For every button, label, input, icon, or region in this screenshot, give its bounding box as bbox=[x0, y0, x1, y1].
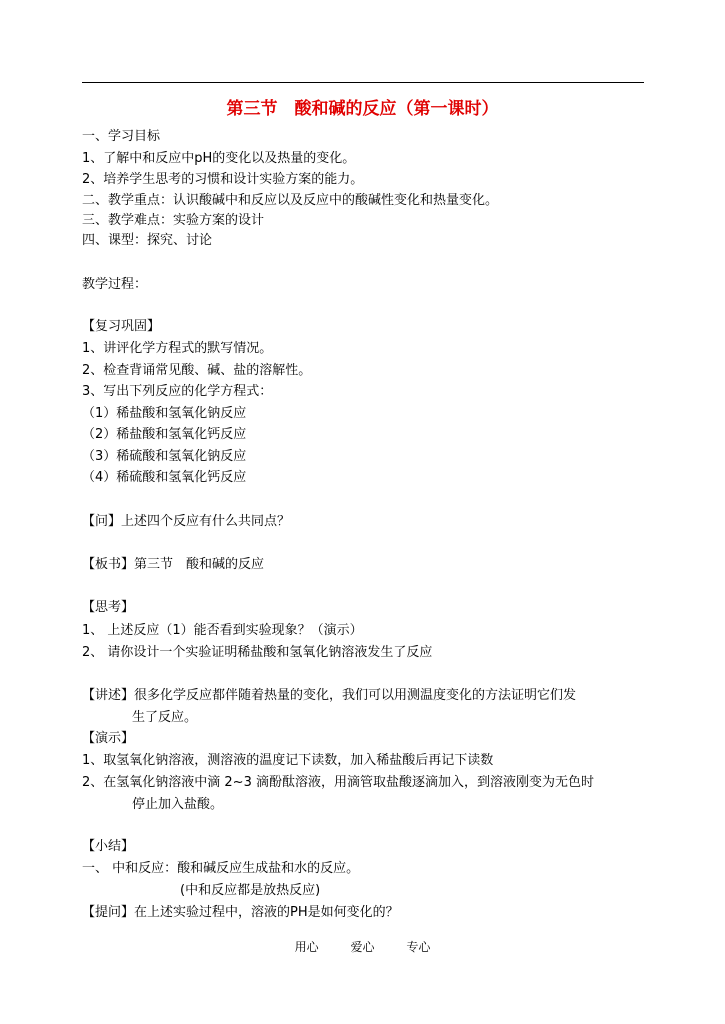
header-rule bbox=[82, 82, 644, 83]
text-line: （3）稀硫酸和氢氧化钠反应 bbox=[82, 449, 247, 464]
text-line: 三、教学难点：实验方案的设计 bbox=[82, 213, 265, 228]
text-line: 一、学习目标 bbox=[82, 129, 161, 144]
section-heading: 【小结】 bbox=[82, 839, 135, 854]
section-heading: 【复习巩固】 bbox=[82, 319, 161, 334]
text-line: 四、课型：探究、讨论 bbox=[82, 233, 213, 248]
text-line: 教学过程： bbox=[82, 277, 148, 292]
text-line: 2、检查背诵常见酸、碱、盐的溶解性。 bbox=[82, 363, 312, 378]
page-footer bbox=[0, 938, 725, 955]
text-line: 1、讲评化学方程式的默写情况。 bbox=[82, 341, 273, 356]
text-line: （4）稀硫酸和氢氧化钙反应 bbox=[82, 470, 247, 485]
text-line: （1）稀盐酸和氢氧化钠反应 bbox=[82, 406, 247, 421]
text-line: 【问】上述四个反应有什么共同点？ bbox=[82, 514, 291, 529]
page-title: 第三节 酸和碱的反应（第一课时） bbox=[226, 99, 499, 119]
text-line: 2、 请你设计一个实验证明稀盐酸和氢氧化钠溶液发生了反应 bbox=[82, 645, 433, 660]
text-line: 【提问】在上述实验过程中，溶液的PH是如何变化的？ bbox=[82, 905, 399, 920]
text-line: 2、培养学生思考的习惯和设计实验方案的能力。 bbox=[82, 172, 364, 187]
text-line: 1、了解中和反应中pH的变化以及热量的变化。 bbox=[82, 151, 356, 166]
text-line: 1、取氢氧化钠溶液，测溶液的温度记下读数，加入稀盐酸后再记下读数 bbox=[82, 753, 494, 768]
text-line: (中和反应都是放热反应) bbox=[180, 883, 321, 898]
footer-text: 爱心 bbox=[350, 940, 375, 954]
section-heading: 【思考】 bbox=[82, 600, 135, 615]
footer-text: 专心 bbox=[406, 940, 431, 954]
text-line: 一、 中和反应：酸和碱反应生成盐和水的反应。 bbox=[82, 861, 360, 876]
text-line: （2）稀盐酸和氢氧化钙反应 bbox=[82, 427, 247, 442]
text-line: 1、 上述反应（1）能否看到实验现象？（演示） bbox=[82, 623, 363, 638]
section-heading: 【演示】 bbox=[82, 731, 135, 746]
text-line: 生了反应。 bbox=[132, 710, 198, 725]
text-line: 3、写出下列反应的化学方程式： bbox=[82, 384, 273, 399]
text-line: 2、在氢氧化钠溶液中滴 2~3 滴酚酞溶液，用滴管取盐酸逐滴加入，到溶液刚变为无色时 bbox=[82, 775, 594, 790]
text-line: 二、教学重点：认识酸碱中和反应以及反应中的酸碱性变化和热量变化。 bbox=[82, 193, 499, 208]
text-line: 【讲述】很多化学反应都伴随着热量的变化，我们可以用测温度变化的方法证明它们发 bbox=[82, 688, 577, 703]
text-line: 停止加入盐酸。 bbox=[132, 797, 224, 812]
footer-text: 用心 bbox=[294, 940, 319, 954]
text-line: 【板书】第三节 酸和碱的反应 bbox=[82, 557, 265, 572]
